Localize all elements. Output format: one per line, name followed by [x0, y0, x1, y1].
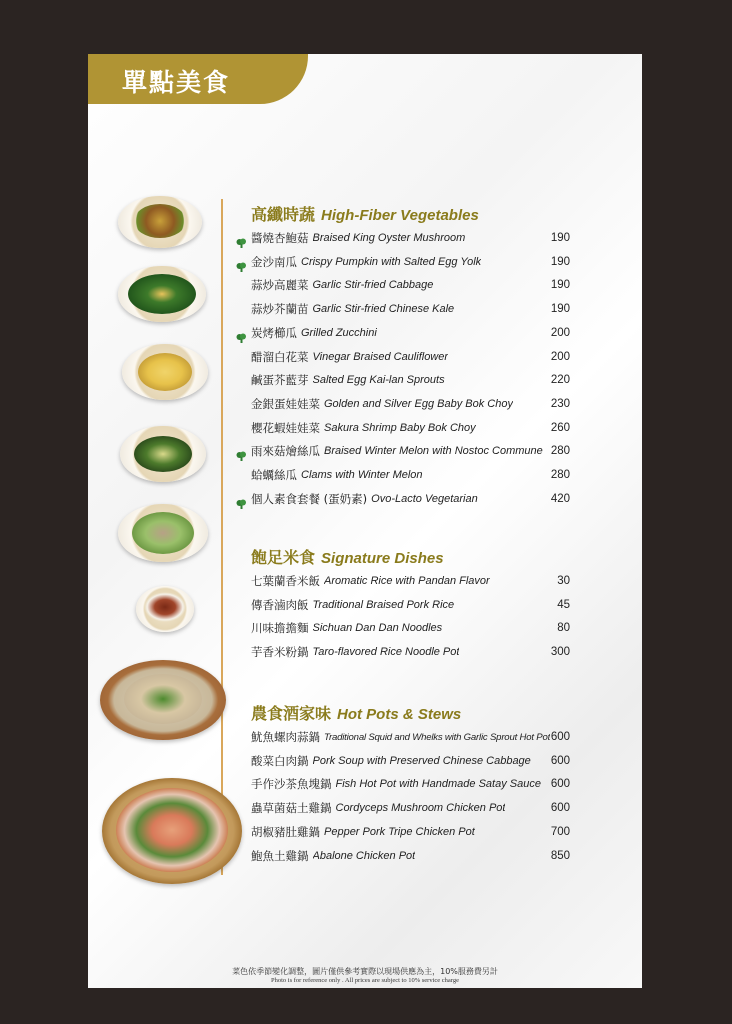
dish-photo-hot-pot — [102, 778, 242, 884]
menu-item-name-zh: 醬燒杏鮑菇 — [251, 231, 309, 245]
menu-item-name-zh: 川味擔擔麵 — [251, 621, 309, 636]
menu-item — [236, 298, 570, 320]
broccoli-icon — [236, 446, 247, 456]
menu-item — [236, 750, 570, 772]
menu-item-name-en: Ovo-Lacto Vegetarian — [371, 492, 478, 505]
header-banner — [88, 54, 308, 104]
menu-item-price: 45 — [557, 598, 570, 611]
menu-item-name-zh: 蟲草菌菇土雞鍋 — [251, 801, 332, 816]
menu-item-name-en: Grilled Zucchini — [301, 326, 377, 339]
menu-item-price: 80 — [557, 622, 570, 635]
menu-item-price: 600 — [550, 754, 570, 767]
section-title-en: Signature Dishes — [321, 550, 444, 567]
section-title-zh: 飽足米食 — [251, 548, 316, 567]
menu-item-name-zh: 酸菜白肉鍋 — [251, 753, 309, 768]
menu-item-name-en: Golden and Silver Egg Baby Bok Choy — [324, 397, 513, 410]
section-title-vegetables — [251, 202, 479, 226]
menu-item-name-zh: 醋溜白花菜 — [251, 349, 309, 364]
menu-item-name-en: Braised King Oyster Mushroom — [312, 232, 466, 244]
menu-item-name-en: Pork Soup with Preserved Chinese Cabbage — [312, 754, 531, 767]
menu-item — [236, 322, 570, 344]
menu-item-name-en: Sichuan Dan Dan Noodles — [312, 622, 443, 635]
footer-note-zh: 菜色依季節變化調整，圖片僅供參考實際以現場供應為主，10%服務費另計 — [232, 967, 498, 976]
dish-photo-greens — [118, 266, 206, 322]
menu-item-price: 190 — [550, 255, 570, 268]
section-title-zh: 高纖時蔬 — [251, 205, 316, 224]
menu-item-name-en: Vinegar Braised Cauliflower — [312, 350, 449, 363]
menu-item-name-en: Braised Winter Melon with Nostoc Commune — [324, 445, 543, 458]
menu-item-name-zh: 鹹蛋芥藍芽 — [251, 373, 309, 388]
menu-item-name-en: Fish Hot Pot with Handmade Satay Sauce — [335, 778, 541, 791]
broccoli-icon — [236, 233, 247, 243]
menu-item-price: 200 — [550, 326, 570, 339]
menu-item-price: 600 — [550, 731, 570, 743]
menu-item-price: 190 — [550, 279, 570, 292]
menu-item-name-zh: 傳香滷肉飯 — [251, 597, 309, 612]
menu-item-name-zh: 蒜炒高麗菜 — [251, 278, 309, 293]
menu-item — [236, 570, 570, 592]
menu-item — [236, 773, 570, 795]
menu-item-name-zh: 鮑魚土雞鍋 — [251, 848, 309, 863]
menu-item-name-zh: 雨來菇燴絲瓜 — [251, 444, 320, 459]
menu-item-name-zh: 七葉蘭香米飯 — [251, 574, 320, 588]
menu-item-name-en: Taro-flavored Rice Noodle Pot — [312, 646, 460, 659]
menu-item-name-en: Sakura Shrimp Baby Bok Choy — [324, 421, 476, 434]
menu-item-price: 230 — [550, 397, 570, 410]
menu-item-price: 30 — [557, 575, 570, 587]
menu-item — [236, 641, 570, 663]
dish-photo-cabbage — [122, 344, 208, 400]
broccoli-icon — [236, 328, 247, 338]
menu-item-name-en: Pepper Pork Tripe Chicken Pot — [324, 825, 475, 838]
menu-item-name-zh: 蒜炒芥蘭苗 — [251, 302, 309, 317]
footer-note-en: Photo is for reference only . All prices are subject to 10% service charge — [271, 977, 459, 984]
menu-item — [236, 369, 570, 391]
menu-item-price: 600 — [550, 778, 570, 791]
menu-item — [236, 594, 570, 616]
menu-item-name-zh: 炭烤櫛瓜 — [251, 325, 297, 340]
menu-item — [236, 227, 570, 249]
divider-line — [221, 199, 223, 875]
menu-page — [88, 54, 642, 988]
menu-item — [236, 726, 570, 748]
section-title-signature — [251, 545, 444, 569]
menu-item-name-en: Garlic Stir-fried Cabbage — [312, 279, 434, 292]
menu-item-name-zh: 蛤蠣絲瓜 — [251, 468, 297, 482]
menu-item-name-en: Cordyceps Mushroom Chicken Pot — [335, 802, 506, 815]
dish-photo-zucchini — [120, 426, 206, 482]
menu-item-name-en: Aromatic Rice with Pandan Flavor — [324, 575, 490, 587]
dish-photo-rice — [136, 586, 194, 632]
broccoli-icon — [236, 257, 247, 267]
menu-item-price: 300 — [550, 646, 570, 659]
menu-item-name-en: Traditional Braised Pork Rice — [312, 598, 455, 611]
menu-item-price: 850 — [550, 849, 570, 862]
menu-item — [236, 821, 570, 843]
section-title-zh: 農食酒家味 — [251, 704, 332, 723]
menu-item-price: 200 — [550, 350, 570, 363]
menu-item-price: 220 — [550, 374, 570, 387]
menu-item — [236, 617, 570, 639]
menu-item-price: 420 — [550, 492, 570, 505]
menu-item — [236, 417, 570, 439]
menu-item-price: 280 — [550, 445, 570, 458]
menu-item — [236, 464, 570, 486]
menu-item-name-zh: 個人素食套餐 (蛋奶素) — [251, 491, 368, 506]
dish-photo-noodle-pot — [100, 660, 226, 740]
menu-item-name-en: Garlic Stir-fried Chinese Kale — [312, 303, 455, 316]
menu-item-name-en: Salted Egg Kai-lan Sprouts — [312, 374, 445, 387]
menu-item-name-zh: 金銀蛋娃娃菜 — [251, 396, 320, 411]
menu-item-price: 190 — [550, 232, 570, 244]
page-title: 單點美食 — [122, 68, 231, 97]
menu-item — [236, 346, 570, 368]
menu-item-name-en: Crispy Pumpkin with Salted Egg Yolk — [301, 255, 482, 268]
menu-item-price: 190 — [550, 303, 570, 316]
menu-item-name-en: Abalone Chicken Pot — [312, 849, 416, 862]
section-title-en: Hot Pots & Stews — [337, 706, 462, 723]
menu-item — [236, 274, 570, 296]
menu-item-price: 600 — [550, 802, 570, 815]
section-title-hotpots — [251, 701, 461, 725]
menu-item — [236, 440, 570, 462]
menu-item-price: 280 — [550, 469, 570, 481]
menu-item-name-zh: 魷魚螺肉蒜鍋 — [251, 730, 320, 744]
menu-item — [236, 393, 570, 415]
menu-item-name-zh: 手作沙茶魚塊鍋 — [251, 777, 332, 792]
dish-photo-mushroom — [118, 196, 202, 248]
menu-item-price: 700 — [550, 825, 570, 838]
menu-item — [236, 488, 570, 510]
menu-item-name-zh: 櫻花蝦娃娃菜 — [251, 420, 320, 435]
menu-item-price: 260 — [550, 421, 570, 434]
dish-photo-clams — [118, 504, 208, 562]
menu-item — [236, 797, 570, 819]
menu-item-name-zh: 芋香米粉鍋 — [251, 645, 309, 660]
section-title-en: High-Fiber Vegetables — [321, 207, 479, 224]
menu-item-name-en: Clams with Winter Melon — [301, 469, 423, 481]
broccoli-icon — [236, 494, 247, 504]
menu-item-name-zh: 金沙南瓜 — [251, 254, 297, 269]
menu-item — [236, 251, 570, 273]
menu-item-name-en: Traditional Squid and Whelks with Garlic Sprout Hot Pot — [324, 731, 551, 743]
menu-item — [236, 845, 570, 867]
menu-item-name-zh: 胡椒豬肚雞鍋 — [251, 824, 320, 839]
